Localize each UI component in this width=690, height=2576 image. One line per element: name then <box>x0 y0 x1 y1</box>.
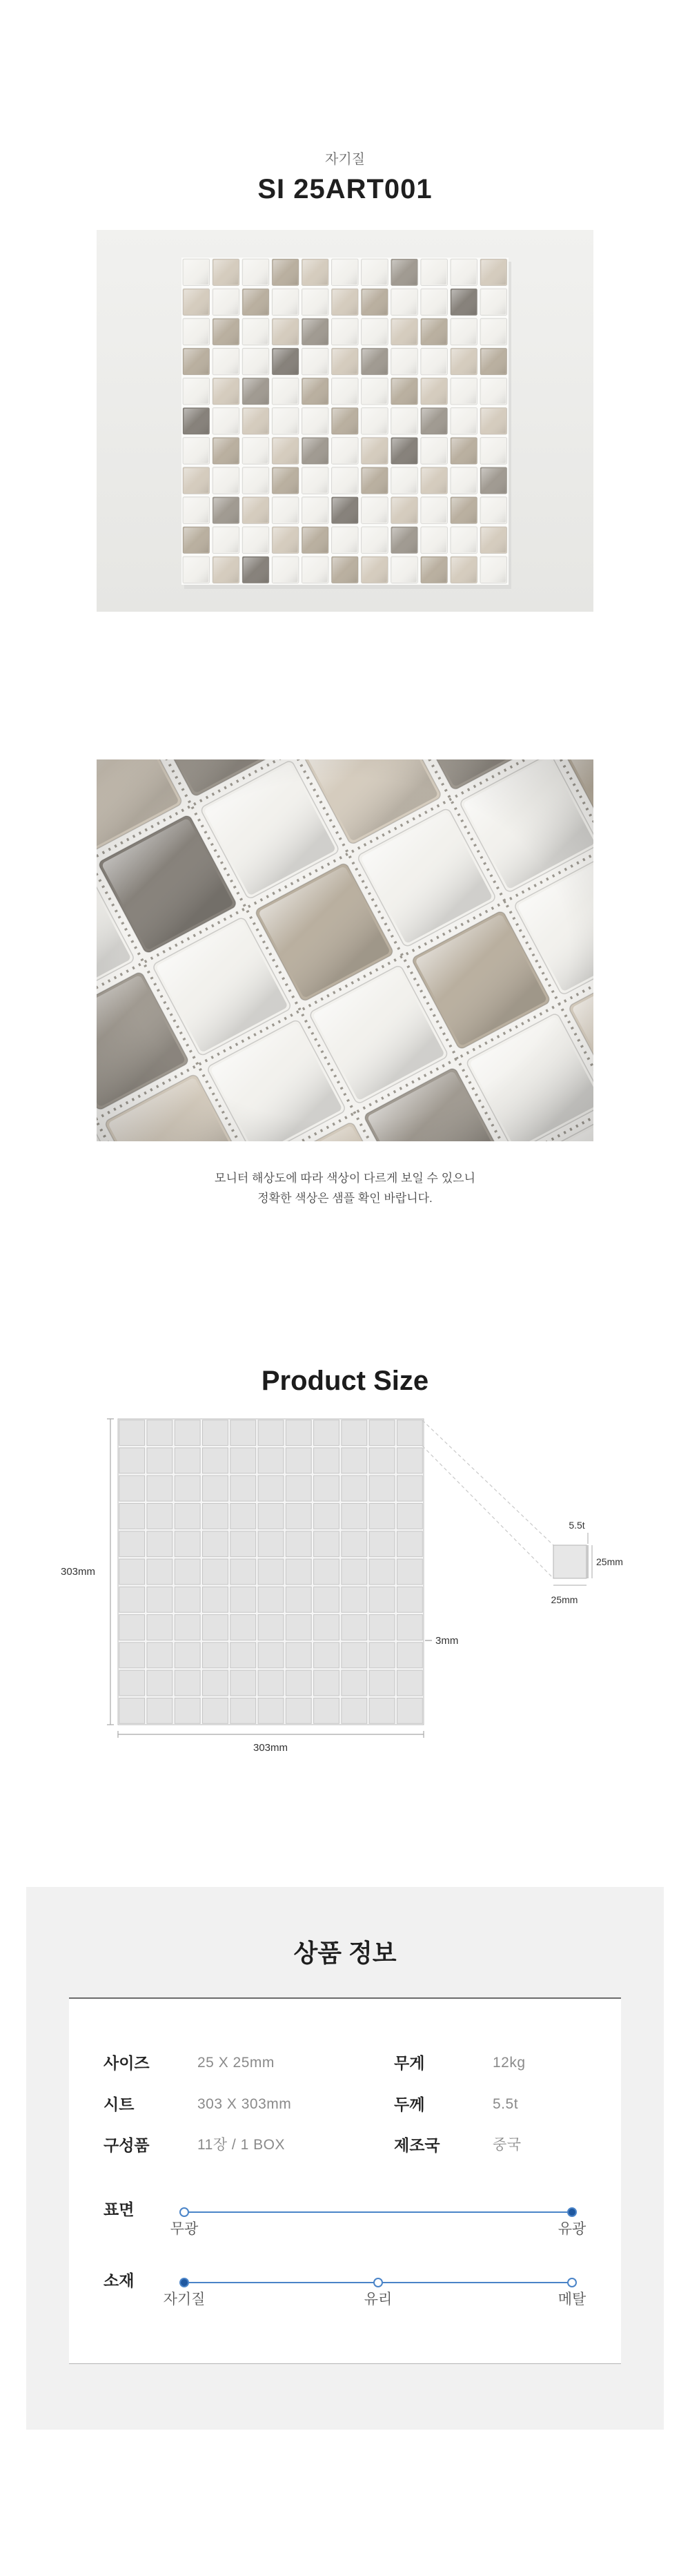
mosaic-tile-gloss <box>244 260 268 285</box>
diagram-tile <box>286 1531 311 1557</box>
tile-height-label: 25mm <box>596 1556 623 1567</box>
mosaic-tile-gloss <box>273 498 298 523</box>
diagram-tile <box>230 1615 256 1640</box>
mosaic-tile-gloss <box>214 558 239 583</box>
color-notice-line-2: 정확한 색상은 샘플 확인 바랍니다. <box>257 1192 433 1205</box>
diagram-tile <box>203 1504 228 1529</box>
diagram-tile <box>203 1587 228 1612</box>
mosaic-tile-gloss <box>303 438 328 463</box>
diagram-tile <box>369 1475 395 1501</box>
diagram-tile <box>175 1448 200 1473</box>
diagram-tile <box>147 1670 172 1696</box>
mosaic-tile-gloss <box>482 527 506 552</box>
mosaic-tile-gloss <box>273 409 298 434</box>
spec-value-contents: 11장 / 1 BOX <box>197 2137 285 2153</box>
mosaic-tile-gloss <box>362 379 387 404</box>
mosaic-tile-gloss <box>333 498 357 523</box>
spec-value-size: 25 X 25mm <box>197 2055 275 2071</box>
mosaic-tile-gloss <box>184 290 209 315</box>
mosaic-tile-gloss <box>303 498 328 523</box>
mosaic-tile-gloss <box>451 558 476 583</box>
diagram-tile <box>258 1587 284 1612</box>
mosaic-sheet-image <box>97 230 593 612</box>
mosaic-tile-gloss <box>362 438 387 463</box>
diagram-tile <box>369 1587 395 1612</box>
mosaic-tile-gloss <box>303 558 328 583</box>
mosaic-tile-gloss <box>482 558 506 583</box>
diagram-tile <box>119 1531 145 1557</box>
diagram-tile <box>258 1448 284 1473</box>
diagram-tile <box>314 1643 339 1668</box>
diagram-tile <box>286 1615 311 1640</box>
diagram-tile <box>286 1670 311 1696</box>
diagram-tile <box>342 1587 367 1612</box>
diagram-tile <box>258 1670 284 1696</box>
mosaic-tile-gloss <box>214 527 239 552</box>
diagram-tile <box>147 1643 172 1668</box>
spec-label-contents: 구성품 <box>103 2136 150 2154</box>
diagram-tile <box>147 1615 172 1640</box>
diagram-tile <box>119 1448 145 1473</box>
mosaic-tile-gloss <box>392 438 417 463</box>
diagram-tile <box>286 1420 311 1446</box>
mosaic-tile-gloss <box>392 320 417 345</box>
diagram-tile <box>314 1420 339 1446</box>
diagram-tile <box>286 1448 311 1473</box>
mosaic-tile-gloss <box>244 379 268 404</box>
color-notice-line-1: 모니터 해상도에 따라 색상이 다르게 보일 수 있으니 <box>215 1172 475 1185</box>
diagram-tile <box>203 1531 228 1557</box>
diagram-tile <box>147 1504 172 1529</box>
mosaic-tile-gloss <box>333 558 357 583</box>
diagram-tile <box>230 1559 256 1585</box>
diagram-tile <box>147 1531 172 1557</box>
mosaic-tile-gloss <box>184 349 209 374</box>
mosaic-tile-gloss <box>214 349 239 374</box>
surface-dot-matte <box>179 2207 189 2217</box>
mosaic-tile-gloss <box>422 558 446 583</box>
mosaic-tile-gloss <box>214 409 239 434</box>
single-tile <box>553 1545 586 1578</box>
mosaic-tile-gloss <box>303 260 328 285</box>
mosaic-tile-gloss <box>333 320 357 345</box>
zoom-guide-line <box>422 1420 553 1545</box>
mosaic-tile-gloss <box>214 290 239 315</box>
mosaic-tile-gloss <box>422 379 446 404</box>
mosaic-tile-gloss <box>303 468 328 493</box>
product-photo-sheet <box>97 230 593 612</box>
material-dot-metal <box>567 2278 577 2287</box>
diagram-tile <box>314 1670 339 1696</box>
diagram-tile <box>175 1420 200 1446</box>
tile-width-label: 25mm <box>551 1594 578 1605</box>
mosaic-tile-gloss <box>482 320 506 345</box>
mosaic-tile-gloss <box>422 438 446 463</box>
diagram-tile <box>342 1643 367 1668</box>
mosaic-tile-gloss <box>362 527 387 552</box>
mosaic-tile-gloss <box>451 498 476 523</box>
diagram-tile <box>203 1670 228 1696</box>
diagram-tile <box>147 1448 172 1473</box>
mosaic-tile-gloss <box>422 498 446 523</box>
material-option-metal: 메탈 <box>558 2292 586 2307</box>
spec-label-sheet: 시트 <box>103 2095 135 2113</box>
mosaic-tile-gloss <box>244 558 268 583</box>
mosaic-tile-gloss <box>184 260 209 285</box>
diagram-tile <box>342 1420 367 1446</box>
diagram-tile <box>119 1643 145 1668</box>
spec-value-weight: 12kg <box>493 2055 526 2071</box>
mosaic-tile-gloss <box>273 468 298 493</box>
surface-option-matte: 무광 <box>170 2221 199 2237</box>
diagram-tile <box>369 1559 395 1585</box>
diagram-tile <box>397 1475 422 1501</box>
mosaic-tile-gloss <box>214 260 239 285</box>
diagram-tile <box>397 1670 422 1696</box>
mosaic-tile-gloss <box>333 260 357 285</box>
diagram-tile <box>342 1448 367 1473</box>
mosaic-tile-gloss <box>244 290 268 315</box>
spec-label-origin: 제조국 <box>394 2136 440 2154</box>
mosaic-tile-gloss <box>184 409 209 434</box>
mosaic-tile-gloss <box>451 320 476 345</box>
diagram-tile <box>314 1475 339 1501</box>
material-dot-glass <box>373 2278 383 2287</box>
mosaic-tile-gloss <box>362 558 387 583</box>
diagram-tile <box>397 1698 422 1723</box>
mosaic-tile-gloss <box>273 290 298 315</box>
mosaic-tile-gloss <box>184 468 209 493</box>
material-option-porcelain: 자기질 <box>163 2292 206 2307</box>
diagram-tile <box>397 1420 422 1446</box>
product-info-title: 상품 정보 <box>293 1939 397 1967</box>
diagram-tile <box>258 1531 284 1557</box>
mosaic-tile-gloss <box>184 379 209 404</box>
mosaic-tile-gloss <box>214 498 239 523</box>
diagram-tile <box>230 1587 256 1612</box>
mosaic-tile-gloss <box>273 527 298 552</box>
mosaic-tile-gloss <box>362 409 387 434</box>
diagram-tile <box>203 1475 228 1501</box>
mosaic-tile-gloss <box>451 349 476 374</box>
tile-thickness-edge <box>586 1545 589 1578</box>
diagram-tile <box>314 1615 339 1640</box>
product-size-title: Product Size <box>261 1366 429 1396</box>
diagram-tile <box>369 1643 395 1668</box>
mosaic-closeup-image <box>97 759 593 1141</box>
sheet-width-label: 303mm <box>253 1742 288 1754</box>
mosaic-tile-gloss <box>244 349 268 374</box>
mosaic-tile-gloss <box>333 379 357 404</box>
mosaic-tile-gloss <box>184 558 209 583</box>
diagram-tile <box>314 1448 339 1473</box>
mosaic-tile-gloss <box>273 320 298 345</box>
spec-value-origin: 중국 <box>493 2137 522 2153</box>
diagram-tile <box>397 1531 422 1557</box>
photo-vignette <box>97 759 593 1141</box>
mosaic-tile-gloss <box>451 527 476 552</box>
diagram-tile <box>203 1698 228 1723</box>
diagram-tile <box>203 1420 228 1446</box>
diagram-tile <box>119 1559 145 1585</box>
diagram-tile <box>286 1504 311 1529</box>
mosaic-tile-gloss <box>362 320 387 345</box>
mosaic-tile-gloss <box>392 290 417 315</box>
mosaic-tile-gloss <box>303 320 328 345</box>
diagram-tile <box>342 1475 367 1501</box>
diagram-tile <box>369 1698 395 1723</box>
mosaic-tile-gloss <box>422 349 446 374</box>
diagram-tile <box>342 1670 367 1696</box>
sheet-height-label: 303mm <box>60 1566 96 1578</box>
mosaic-tile-gloss <box>333 527 357 552</box>
mosaic-tile-gloss <box>214 438 239 463</box>
diagram-tile <box>314 1698 339 1723</box>
mosaic-tile-gloss <box>482 349 506 374</box>
diagram-tile <box>397 1643 422 1668</box>
diagram-tile <box>369 1504 395 1529</box>
diagram-tile <box>258 1698 284 1723</box>
mosaic-tile-gloss <box>333 409 357 434</box>
diagram-tile <box>147 1587 172 1612</box>
diagram-tile <box>286 1475 311 1501</box>
mosaic-tile-gloss <box>214 468 239 493</box>
diagram-tile <box>286 1643 311 1668</box>
mosaic-tile-gloss <box>362 498 387 523</box>
mosaic-tile-gloss <box>392 349 417 374</box>
diagram-tile <box>230 1420 256 1446</box>
diagram-tile <box>258 1420 284 1446</box>
diagram-tile <box>175 1475 200 1501</box>
diagram-tile <box>342 1504 367 1529</box>
diagram-tile <box>230 1531 256 1557</box>
mosaic-tile-gloss <box>273 558 298 583</box>
mosaic-tile-gloss <box>184 438 209 463</box>
diagram-tile <box>258 1504 284 1529</box>
mosaic-tile-gloss <box>392 558 417 583</box>
diagram-tile <box>397 1587 422 1612</box>
mosaic-tile-gloss <box>333 290 357 315</box>
mosaic-tile-gloss <box>451 290 476 315</box>
diagram-tile <box>203 1643 228 1668</box>
diagram-tile <box>147 1559 172 1585</box>
mosaic-tile-gloss <box>273 349 298 374</box>
size-diagram <box>0 1402 690 1774</box>
mosaic-tile-gloss <box>184 320 209 345</box>
diagram-tile <box>230 1670 256 1696</box>
mosaic-tile-gloss <box>392 527 417 552</box>
mosaic-tile-gloss <box>184 527 209 552</box>
mosaic-tile-gloss <box>392 409 417 434</box>
surface-option-gloss: 유광 <box>558 2221 586 2237</box>
mosaic-tile-gloss <box>273 379 298 404</box>
material-scale-track <box>163 2282 586 2307</box>
mosaic-tile-gloss <box>244 409 268 434</box>
mosaic-tile-gloss <box>451 260 476 285</box>
diagram-tile <box>175 1615 200 1640</box>
mosaic-tile-gloss <box>482 379 506 404</box>
diagram-tile <box>119 1420 145 1446</box>
diagram-tile <box>175 1504 200 1529</box>
diagram-tile <box>119 1670 145 1696</box>
mosaic-tile-gloss <box>303 349 328 374</box>
diagram-tile <box>258 1643 284 1668</box>
mosaic-tile-gloss <box>244 527 268 552</box>
mosaic-tile-gloss <box>303 409 328 434</box>
product-info-card <box>69 1997 621 2364</box>
diagram-tile <box>314 1504 339 1529</box>
product-photo-closeup <box>97 759 593 1141</box>
diagram-tile <box>258 1559 284 1585</box>
diagram-tile <box>230 1475 256 1501</box>
diagram-tile <box>314 1559 339 1585</box>
diagram-tile-grid <box>119 1420 423 1724</box>
product-code: SI 25ART001 <box>257 174 433 204</box>
diagram-tile <box>147 1420 172 1446</box>
mosaic-tile-gloss <box>451 379 476 404</box>
tile-thickness-label: 5.5t <box>569 1520 585 1531</box>
material-dot-porcelain <box>179 2278 189 2287</box>
diagram-tile <box>230 1504 256 1529</box>
diagram-tile <box>203 1448 228 1473</box>
mosaic-tile-gloss <box>214 379 239 404</box>
mosaic-tile-gloss <box>422 260 446 285</box>
diagram-tile <box>258 1475 284 1501</box>
diagram-tile <box>369 1670 395 1696</box>
mosaic-tile-gloss <box>333 468 357 493</box>
mosaic-tile-gloss <box>482 438 506 463</box>
mosaic-tile-gloss <box>482 498 506 523</box>
diagram-tile <box>342 1615 367 1640</box>
diagram-tile <box>397 1448 422 1473</box>
diagram-tile <box>203 1615 228 1640</box>
diagram-tile <box>175 1531 200 1557</box>
mosaic-tile-gloss <box>482 290 506 315</box>
diagram-tile <box>203 1559 228 1585</box>
mosaic-tile-gloss <box>392 379 417 404</box>
mosaic-tile-gloss <box>422 409 446 434</box>
diagram-tile <box>230 1643 256 1668</box>
mosaic-tile-gloss <box>303 290 328 315</box>
diagram-tile <box>175 1698 200 1723</box>
mosaic-tile-gloss <box>422 320 446 345</box>
diagram-tile <box>230 1448 256 1473</box>
mosaic-tile-gloss <box>362 468 387 493</box>
diagram-tile <box>119 1587 145 1612</box>
diagram-tile <box>342 1698 367 1723</box>
diagram-tile <box>397 1504 422 1529</box>
mosaic-tile-gloss <box>244 498 268 523</box>
mosaic-tile-gloss <box>273 260 298 285</box>
mosaic-tile-gloss <box>482 468 506 493</box>
diagram-tile <box>147 1475 172 1501</box>
mosaic-tile-gloss <box>362 260 387 285</box>
diagram-tile <box>286 1559 311 1585</box>
diagram-tile <box>286 1587 311 1612</box>
diagram-tile <box>369 1420 395 1446</box>
diagram-tile <box>342 1559 367 1585</box>
diagram-tile <box>369 1615 395 1640</box>
product-category: 자기질 <box>325 152 365 167</box>
spec-label-thickness: 두께 <box>394 2095 425 2113</box>
diagram-tile <box>119 1475 145 1501</box>
diagram-tile <box>369 1448 395 1473</box>
mosaic-tile-gloss <box>273 438 298 463</box>
mosaic-tile-gloss <box>333 438 357 463</box>
mosaic-tile-gloss <box>392 468 417 493</box>
diagram-tile <box>175 1587 200 1612</box>
mosaic-tile-gloss <box>303 379 328 404</box>
diagram-tile <box>369 1531 395 1557</box>
diagram-tile <box>397 1615 422 1640</box>
diagram-tile <box>119 1615 145 1640</box>
diagram-tile <box>397 1559 422 1585</box>
material-label: 소재 <box>103 2272 135 2289</box>
mosaic-tile-gloss <box>392 260 417 285</box>
diagram-tile <box>258 1615 284 1640</box>
diagram-tile <box>314 1587 339 1612</box>
mosaic-tile-gloss <box>184 498 209 523</box>
diagram-tile <box>314 1531 339 1557</box>
diagram-tile <box>147 1698 172 1723</box>
spec-label-weight: 무게 <box>394 2054 425 2072</box>
material-option-glass: 유리 <box>364 2292 393 2307</box>
mosaic-tile-gloss <box>451 438 476 463</box>
product-info-section <box>26 1887 664 2430</box>
diagram-tile <box>342 1531 367 1557</box>
mosaic-tile-gloss <box>422 527 446 552</box>
diagram-tile <box>175 1670 200 1696</box>
diagram-tile <box>286 1698 311 1723</box>
mosaic-tile-gloss <box>333 349 357 374</box>
mosaic-tile-gloss <box>244 320 268 345</box>
mosaic-tile-gloss <box>244 438 268 463</box>
color-notice <box>0 1168 690 1208</box>
mosaic-tile-gloss <box>214 320 239 345</box>
surface-scale-track <box>170 2211 586 2237</box>
mosaic-tile-gloss <box>482 409 506 434</box>
mosaic-tile-gloss <box>244 468 268 493</box>
diagram-tile <box>175 1559 200 1585</box>
diagram-tile <box>230 1698 256 1723</box>
diagram-tile <box>175 1643 200 1668</box>
mosaic-tile-gloss <box>422 468 446 493</box>
spec-value-thickness: 5.5t <box>493 2096 519 2112</box>
mosaic-tile-gloss <box>362 349 387 374</box>
zoom-guide-line <box>422 1446 553 1578</box>
diagram-tile <box>119 1504 145 1529</box>
mosaic-tile-gloss <box>451 468 476 493</box>
mosaic-tile-gloss <box>362 290 387 315</box>
surface-dot-gloss <box>567 2207 577 2217</box>
mosaic-tile-gloss <box>392 498 417 523</box>
diagram-tile <box>119 1698 145 1723</box>
mosaic-tile-gloss <box>451 409 476 434</box>
spec-label-size: 사이즈 <box>103 2054 150 2072</box>
mosaic-tile-gloss <box>422 290 446 315</box>
joint-width-label: 3mm <box>435 1635 459 1647</box>
spec-value-sheet: 303 X 303mm <box>197 2096 292 2112</box>
mosaic-tile-gloss <box>303 527 328 552</box>
mosaic-tile-gloss <box>482 260 506 285</box>
surface-label: 표면 <box>103 2200 135 2218</box>
